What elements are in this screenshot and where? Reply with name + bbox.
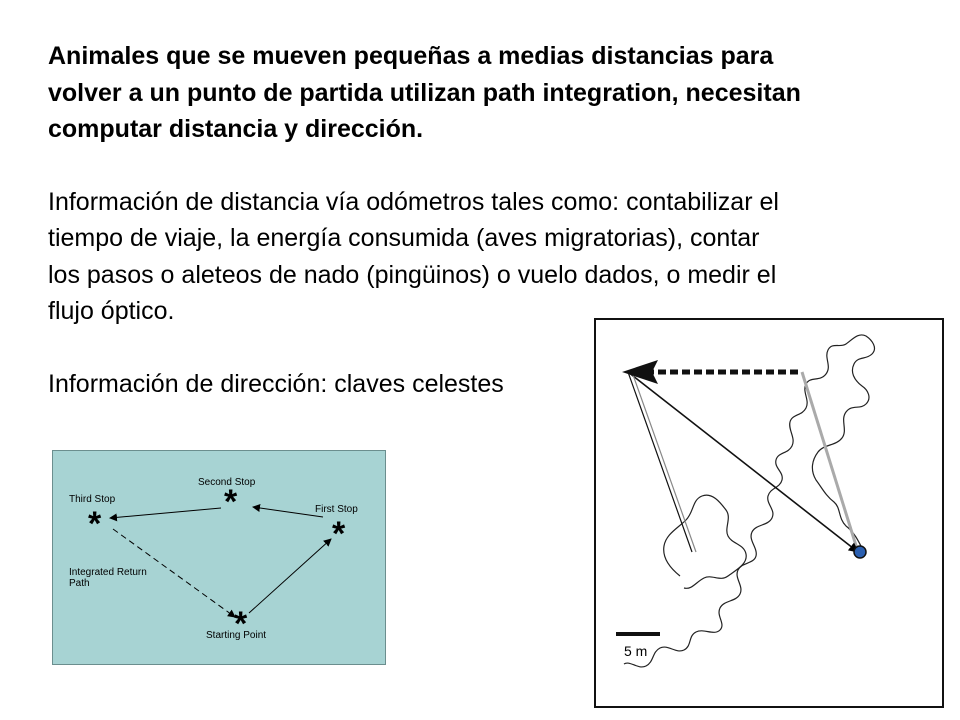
- distance-line: tiempo de viaje, la energía consumida (aves migratorias), contar: [48, 224, 760, 252]
- second-stop-star: *: [224, 483, 238, 521]
- black-straight-path: [628, 372, 858, 552]
- distance-line: los pasos o aleteos de nado (pingüinos) o vuelo dados, o medir el: [48, 260, 777, 289]
- gray-straight-path: [802, 372, 858, 552]
- diagram-svg: [53, 451, 385, 664]
- third-stop-label: Third Stop: [69, 494, 116, 505]
- first-stop-label: First Stop: [315, 504, 358, 515]
- starting-point-star: *: [234, 605, 248, 643]
- return-path-label-1: Integrated Return: [69, 567, 147, 578]
- starting-point-label: Starting Point: [206, 630, 267, 641]
- intro-paragraph: [48, 38, 928, 148]
- direction-line: Información de dirección: claves celestes: [48, 369, 504, 398]
- distance-paragraph: [48, 184, 928, 330]
- path-integration-diagram: [52, 450, 386, 665]
- leg-second-to-third: [110, 508, 221, 518]
- track-svg: [596, 320, 942, 706]
- return-path-label-2: Path: [69, 578, 90, 589]
- distance-line: Información de distancia vía odómetros tales como: contabilizar el: [48, 187, 779, 216]
- side-loop: [664, 495, 747, 588]
- intro-line: computar distancia y dirección.: [48, 115, 424, 143]
- intro-line: Animales que se mueven pequeñas a medias distancias para: [48, 42, 774, 70]
- intro-line: volver a un punto de partida utilizan path integration, necesitan: [48, 78, 801, 107]
- animal-track-figure: [594, 318, 944, 708]
- double-return-path-b: [632, 372, 696, 552]
- leg-first-to-second: [253, 507, 323, 517]
- distance-line: flujo óptico.: [48, 297, 175, 325]
- leg-start-to-first: [249, 539, 331, 613]
- first-stop-star: *: [332, 515, 346, 553]
- third-stop-star: *: [88, 505, 102, 543]
- double-return-path-a: [628, 372, 692, 552]
- scale-label: 5 m: [624, 643, 648, 659]
- outbound-track: [624, 335, 874, 667]
- nest-marker: [854, 546, 866, 558]
- second-stop-label: Second Stop: [198, 477, 256, 488]
